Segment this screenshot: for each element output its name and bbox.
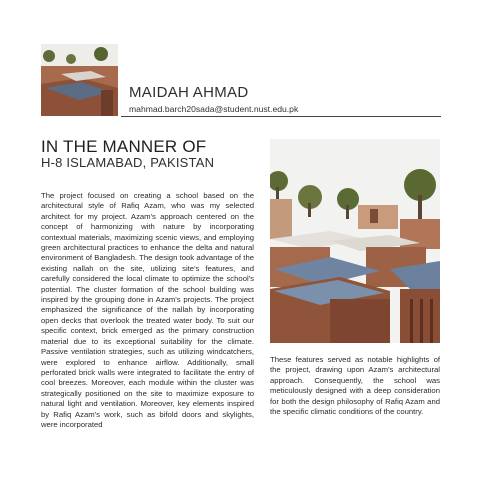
body-text: The project focused on creating a school based on the architectural style of Rafiq Azam, who was my selected architect for my project. Azam's approach centered on the concept of harmonizing with nature by incorporating contextual materials, maximizing scenic views, and employing green architectural practices to enhance the delta and natural environment of Bangladesh. The design took advantage of the existing nallah on the site, utilizing site's features, and carefully considered the local climate to optimize the school's potential. The cluster formation of the school building was inspired by the grouping done in Azam's projects. The project emphasized the significance of the nallah by incorporating open decks that overlook the treated water body. To suit our specific context, brick emerged as the primary construction material due to its exceptional suitability for the climate. Passive ventilation strategies, such as utilizing windcatchers, were explored to enhance airflow. Additionally, small perforated brick walls were integrated to facilitate the entry of cool breezes. Moreover, each module within the cluster was strategically positioned on the site to maximize exposure to natural light and ventilation. Moreover, key elements inspired by Rafiq Azam's work, such as bifold doors and skylights, were incorporated bbox=[41, 191, 254, 429]
body-paragraph bbox=[41, 191, 254, 453]
page-title: IN THE MANNER OF bbox=[41, 137, 207, 156]
author-email: mahmad.barch20sada@student.nust.edu.pk bbox=[129, 104, 299, 114]
side-paragraph: These features served as notable highlights of the project, drawing upon Azam's architectural approach. Consequently, the school was meticulously designed with a deep consideration for both the design philosophy of Rafiq Azam and the specific climatic conditions of the country. bbox=[270, 355, 440, 417]
thumbnail-render bbox=[41, 44, 118, 116]
page-subtitle: H-8 ISLAMABAD, PAKISTAN bbox=[41, 155, 215, 170]
author-name: MAIDAH AHMAD bbox=[129, 84, 249, 101]
header-divider bbox=[121, 116, 441, 117]
main-render-image bbox=[270, 139, 440, 343]
